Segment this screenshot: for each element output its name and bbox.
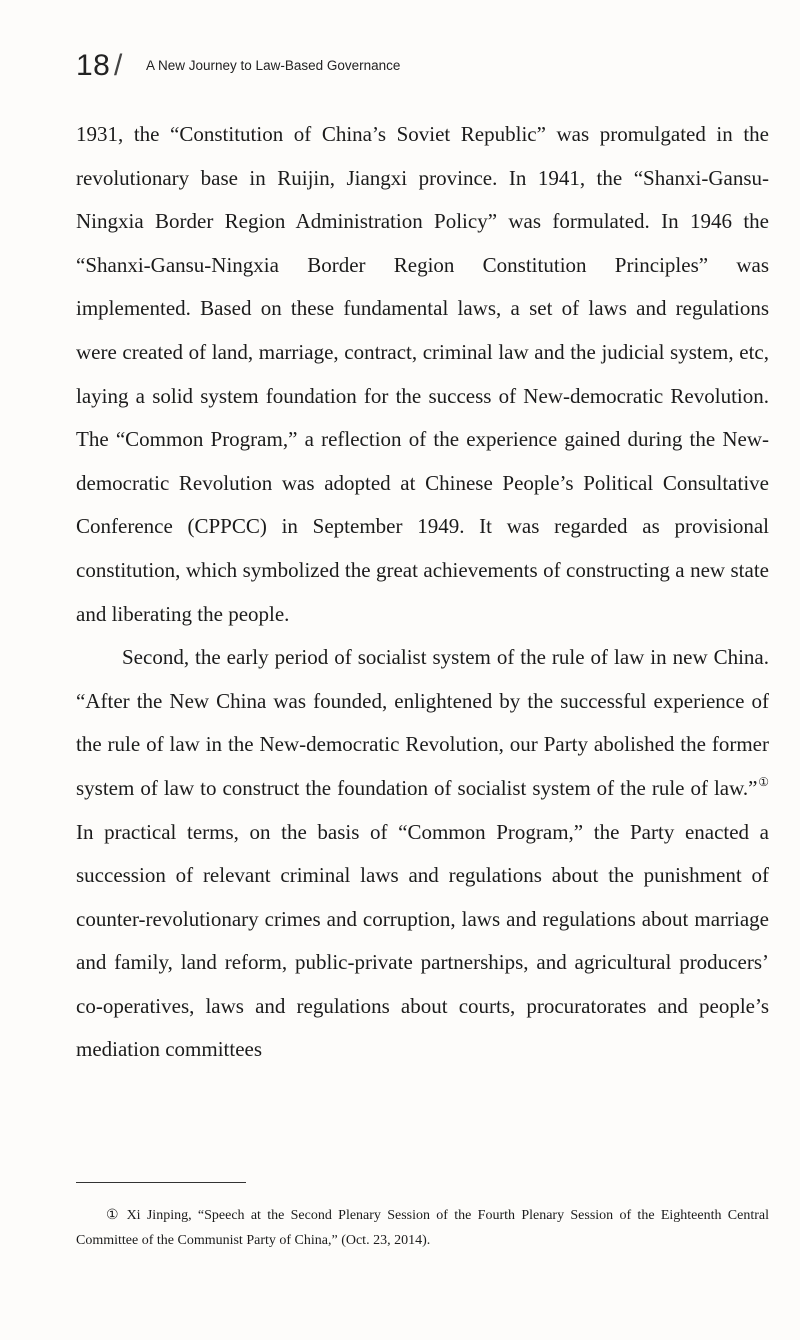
running-title: A New Journey to Law-Based Governance	[146, 58, 401, 73]
paragraph-2	[76, 636, 769, 1072]
footnote-text: Xi Jinping, “Speech at the Second Plenary Session of the Fourth Plenary Session of the Eighteenth Central Committee of the Communist Party of China,” (Oct. 23, 2014).	[76, 1208, 769, 1248]
body-text	[76, 113, 769, 1072]
header-separator: /	[114, 49, 123, 82]
paragraph-1-text: 1931, the “Constitution of China’s Soviet Republic” was promulgated in the revolutionary base in Ruijin, Jiangxi province. In 1941, the “Shanxi-Gansu-Ningxia Border Region Administration Policy” was formulated. In 1946 the “Shanxi-Gansu-Ningxia Border Region Constitution Principles” was implemented. Based on these fundamental laws, a set of laws and regulations were created of land, marriage, contract, criminal law and the judicial system, etc, laying a solid system foundation for the success of New-democratic Revolution. The “Common Program,” a reflection of the experience gained during the New-democratic Revolution was adopted at Chinese People’s Political Consultative Conference (CPPCC) in September 1949. It was regarded as provisional constitution, which symbolized the great achievements of constructing a new state and liberating the people.	[76, 122, 769, 626]
footnote-marker: ①	[106, 1208, 119, 1223]
paragraph-2-text-before: Second, the early period of socialist system of the rule of law in new China. “After the New China was founded, enlightened by the successful experience of the rule of law in the New-democratic Revolution, our Party abolished the former system of law to construct the foundation of socialist system of the rule of law.”	[76, 645, 769, 800]
paragraph-1	[76, 113, 769, 636]
paragraph-2-text-after: In practical terms, on the basis of “Common Program,” the Party enacted a succession of relevant criminal laws and regulations about the punishment of counter-revolutionary crimes and corruption, laws and regulations about marriage and family, land reform, public-private partnerships, and agricultural producers’ co-operatives, laws and regulations about courts, procuratorates and people’s mediation committees	[76, 819, 769, 1062]
footnote	[76, 1203, 769, 1253]
page-number: 18	[76, 49, 111, 82]
footnote-divider	[76, 1182, 246, 1183]
footnote-reference[interactable]: ①	[757, 774, 769, 789]
